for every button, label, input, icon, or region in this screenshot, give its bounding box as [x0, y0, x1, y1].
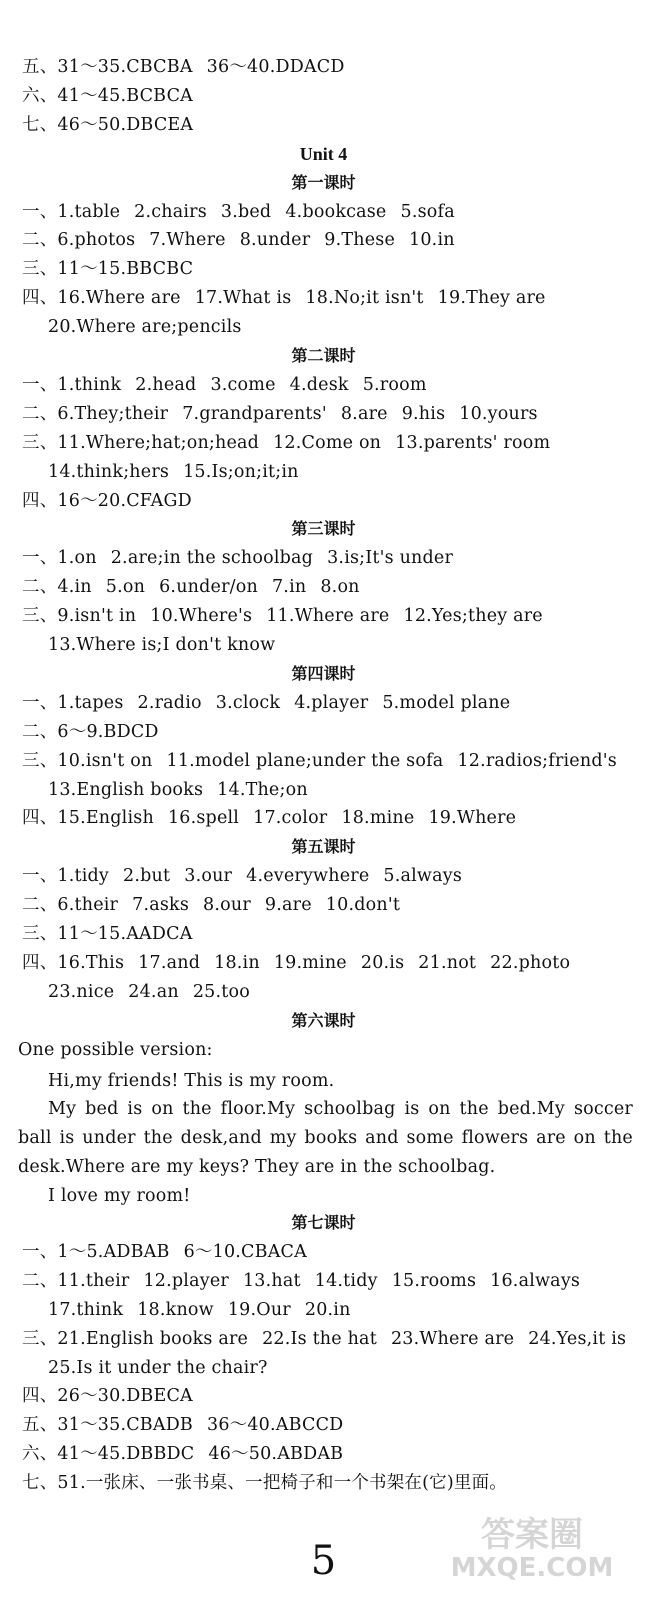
answer-item: 16.Where are [57, 288, 181, 309]
section-number: 一、 [22, 692, 58, 713]
answer-item: 10.in [409, 230, 455, 251]
answer-item: 12.radios;friend's [457, 750, 617, 771]
answer-item: 36～40.DDACD [206, 57, 345, 77]
answer-item: 22.Is the hat [262, 1328, 377, 1349]
answer-line [22, 1327, 633, 1351]
answer-item: 36～40.ABCCD [206, 1415, 344, 1436]
answer-item: 6.photos [57, 230, 136, 251]
answer-item: 6～9.BDCD [57, 721, 159, 742]
answer-line [22, 691, 633, 715]
answer-item: 41～45.DBBDC [57, 1444, 195, 1465]
section-number: 一、 [22, 866, 58, 887]
answer-item: 2.are;in the schoolbag [110, 548, 314, 569]
section-number: 一、 [22, 201, 58, 222]
answer-item: 22.photo [490, 952, 571, 973]
answer-item: 13.English books [48, 779, 204, 800]
answer-item: 18.in [214, 952, 260, 973]
section-number: 三、 [22, 924, 58, 944]
section-number: 四、 [22, 952, 58, 973]
section-number: 七、 [22, 114, 58, 135]
section-number: 二、 [22, 577, 58, 598]
answer-item: 3.clock [215, 692, 281, 713]
lesson-heading: 第一课时 [291, 172, 356, 192]
answer-line [22, 604, 633, 628]
answer-item: 2.chairs [134, 201, 207, 222]
answer-item: 4.bookcase [285, 201, 387, 222]
answer-item: 8.our [203, 895, 251, 916]
answer-item: 13.hat [242, 1270, 301, 1291]
answer-line [22, 575, 633, 599]
answer-item: 15.Is;on;it;in [183, 461, 299, 482]
answer-line [22, 228, 633, 252]
answer-line [22, 1269, 633, 1293]
section-number: 七、 [22, 1473, 58, 1494]
lesson-heading: 第二课时 [291, 346, 356, 365]
answer-item: 8.under [239, 230, 311, 251]
answer-line [48, 1298, 633, 1322]
watermark-url: MXQE.COM [450, 1553, 614, 1582]
answer-line [22, 113, 633, 137]
page-number: 5 [310, 1538, 337, 1584]
answer-line [22, 1384, 633, 1408]
answer-line [22, 1471, 633, 1495]
answer-line [22, 84, 633, 108]
answer-line [48, 980, 633, 1004]
answer-item: 7.in [271, 577, 307, 598]
answer-item: 13.parents' room [395, 432, 551, 453]
answer-item: 5.on [105, 577, 146, 598]
answer-item: 19.Where [428, 808, 517, 829]
answer-item: 14.The;on [217, 779, 308, 800]
answer-item: 16.This [57, 952, 125, 973]
answer-line [22, 1240, 633, 1264]
answer-item: 3.come [210, 374, 276, 395]
answer-item: 7.Where [149, 230, 226, 251]
answer-line [48, 315, 633, 339]
section-number: 二、 [22, 403, 58, 424]
answer-item: 11～15.AADCA [57, 924, 193, 944]
answer-item: 1.think [57, 374, 122, 395]
answer-item: 6.They;their [57, 403, 169, 424]
section-number: 五、 [22, 1415, 58, 1436]
answer-item: 15.English [57, 808, 154, 829]
version-label: One possible version: [18, 1039, 213, 1060]
answer-item: 4.player [294, 692, 369, 713]
answer-item: 5.sofa [400, 201, 455, 222]
answer-item: 6～10.CBACA [183, 1241, 307, 1262]
section-number: 二、 [22, 1270, 58, 1291]
answer-item: 20.in [304, 1299, 351, 1320]
section-number: 一、 [22, 548, 58, 569]
answer-item: 51.一张床、一张书桌、一把椅子和一个书架在(它)里面。 [57, 1473, 507, 1494]
answer-item: 18.know [137, 1299, 214, 1320]
answer-item: 12.player [143, 1270, 229, 1291]
answer-line [22, 286, 633, 310]
answer-item: 11.Where are [266, 606, 390, 627]
answer-item: 5.always [383, 866, 462, 887]
answer-item: 9.are [264, 895, 312, 916]
answer-line [22, 720, 633, 744]
answer-item: 18.No;it isn't [305, 288, 424, 309]
unit-title: Unit 4 [299, 143, 348, 164]
answer-item: 21.English books are [57, 1328, 249, 1349]
section-number: 二、 [22, 895, 58, 916]
watermark-text: 答案圈 [481, 1515, 583, 1555]
answer-item: 5.room [362, 374, 427, 395]
answer-item: 4.everywhere [246, 866, 370, 887]
answer-item: 20.Where are;pencils [48, 317, 242, 338]
answer-line [22, 1413, 633, 1437]
answer-line [22, 431, 633, 455]
watermark-logo [437, 1512, 627, 1582]
section-number: 六、 [22, 1444, 58, 1465]
answer-item: 17.color [253, 808, 328, 829]
answer-line [48, 778, 633, 802]
lesson-heading: 第三课时 [291, 519, 356, 539]
answer-item: 10.Where's [150, 606, 253, 627]
answer-line [22, 749, 633, 773]
answer-item: 17.think [48, 1299, 124, 1320]
answer-item: 23.Where are [390, 1328, 515, 1349]
answer-line [22, 257, 633, 281]
answer-item: 31～35.CBADB [57, 1415, 193, 1436]
answer-line [22, 489, 633, 513]
answer-item: 8.on [320, 577, 360, 598]
answer-line [22, 864, 633, 888]
lesson-heading: 第四课时 [291, 663, 356, 683]
answer-item: 1.on [57, 548, 97, 569]
answer-item: 11～15.BBCBC [57, 259, 194, 280]
answer-item: 14.tidy [314, 1270, 378, 1291]
essay-paragraph: Hi,my friends! This is my room. [48, 1070, 335, 1091]
answer-item: 10.isn't on [57, 750, 153, 771]
answer-item: 16.spell [167, 808, 240, 829]
answer-item: 25.Is it under the chair? [48, 1357, 268, 1378]
answer-item: 12.Yes;they are [403, 606, 543, 627]
section-number: 一、 [22, 374, 58, 395]
answer-item: 31～35.CBCBA [57, 57, 193, 77]
answer-line [22, 373, 633, 397]
answer-item: 6.under/on [159, 577, 258, 598]
answer-item: 19.They are [437, 288, 546, 309]
answer-item: 17.and [138, 952, 201, 973]
essay-paragraph: My bed is on the floor.My schoolbag is on the bed.My soccer ball is under the desk,and my books and some flowers are on the desk.Where are my keys? They are in the schoolbag. [18, 1099, 633, 1178]
section-number: 三、 [22, 432, 58, 453]
answer-item: 14.think;hers [48, 461, 170, 482]
section-number: 二、 [22, 230, 58, 251]
answer-item: 4.in [57, 577, 92, 598]
answer-item: 11.model plane;under the sofa [166, 750, 444, 771]
answer-item: 41～45.BCBCA [57, 85, 193, 106]
answer-item: 8.are [340, 403, 388, 424]
lesson-heading: 第五课时 [291, 837, 356, 857]
answer-item: 25.too [192, 981, 250, 1002]
essay-paragraph: I love my room! [48, 1186, 191, 1207]
lesson-heading: 第六课时 [291, 1010, 356, 1030]
answer-item: 26～30.DBECA [57, 1386, 193, 1407]
answer-line [22, 922, 633, 946]
answer-item: 7.grandparents' [182, 403, 327, 424]
answer-item: 46～50.ABDAB [208, 1444, 344, 1465]
answer-line [22, 200, 633, 224]
answer-line [48, 633, 633, 657]
answer-item: 6.their [57, 895, 119, 916]
answer-item: 3.bed [220, 201, 272, 222]
answer-item: 1.tapes [57, 692, 124, 713]
answer-item: 12.Come on [273, 432, 382, 453]
answer-item: 46～50.DBCEA [57, 114, 194, 135]
answer-item: 24.an [128, 981, 179, 1002]
section-number: 四、 [22, 1386, 58, 1407]
answer-item: 3.our [184, 866, 233, 887]
answer-item: 1～5.ADBAB [57, 1241, 170, 1262]
section-number: 五、 [22, 57, 58, 77]
answer-item: 18.mine [341, 808, 415, 829]
answer-item: 24.Yes,it is [528, 1328, 627, 1349]
answer-item: 9.isn't in [57, 606, 137, 627]
answer-item: 5.model plane [382, 692, 511, 713]
answer-line [22, 546, 633, 570]
section-number: 三、 [22, 1328, 58, 1349]
section-number: 三、 [22, 259, 58, 280]
answer-line [48, 460, 633, 484]
answer-item: 9.his [401, 403, 446, 424]
answer-line [22, 951, 633, 975]
answer-item: 19.Our [227, 1299, 291, 1320]
answer-item: 17.What is [194, 288, 292, 309]
answer-line [48, 1356, 633, 1380]
answer-item: 3.is;It's under [327, 548, 454, 569]
answer-item: 7.asks [132, 895, 190, 916]
answer-item: 21.not [418, 952, 477, 973]
answer-item: 16.always [490, 1270, 581, 1291]
answer-item: 1.table [57, 201, 121, 222]
answer-item: 2.radio [137, 692, 202, 713]
answer-item: 16～20.CFAGD [57, 490, 192, 511]
answer-item: 23.nice [48, 981, 115, 1002]
answer-item: 11.their [57, 1270, 130, 1291]
section-number: 三、 [22, 750, 58, 771]
answer-line [22, 55, 633, 79]
answer-item: 11.Where;hat;on;head [57, 432, 260, 453]
section-number: 四、 [22, 808, 58, 829]
answer-line [22, 402, 633, 426]
answer-item: 9.These [324, 230, 396, 251]
answer-item: 10.yours [459, 403, 538, 424]
section-number: 一、 [22, 1241, 58, 1262]
section-number: 四、 [22, 490, 58, 511]
answer-line [22, 893, 633, 917]
answer-item: 1.tidy [57, 866, 110, 887]
answer-item: 15.rooms [391, 1270, 477, 1291]
answer-item: 19.mine [273, 952, 347, 973]
answer-item: 2.head [135, 374, 197, 395]
lesson-heading: 第七课时 [291, 1213, 356, 1232]
section-number: 六、 [22, 85, 58, 106]
section-number: 二、 [22, 721, 58, 742]
answer-item: 13.Where is;I don't know [48, 635, 276, 655]
answer-line [22, 1442, 633, 1466]
answer-line [22, 806, 633, 830]
section-number: 三、 [22, 606, 58, 627]
answer-item: 2.but [123, 866, 171, 887]
answer-item: 4.desk [289, 374, 349, 395]
answer-item: 10.don't [325, 895, 401, 916]
answer-item: 20.is [360, 952, 405, 973]
section-number: 四、 [22, 288, 58, 309]
